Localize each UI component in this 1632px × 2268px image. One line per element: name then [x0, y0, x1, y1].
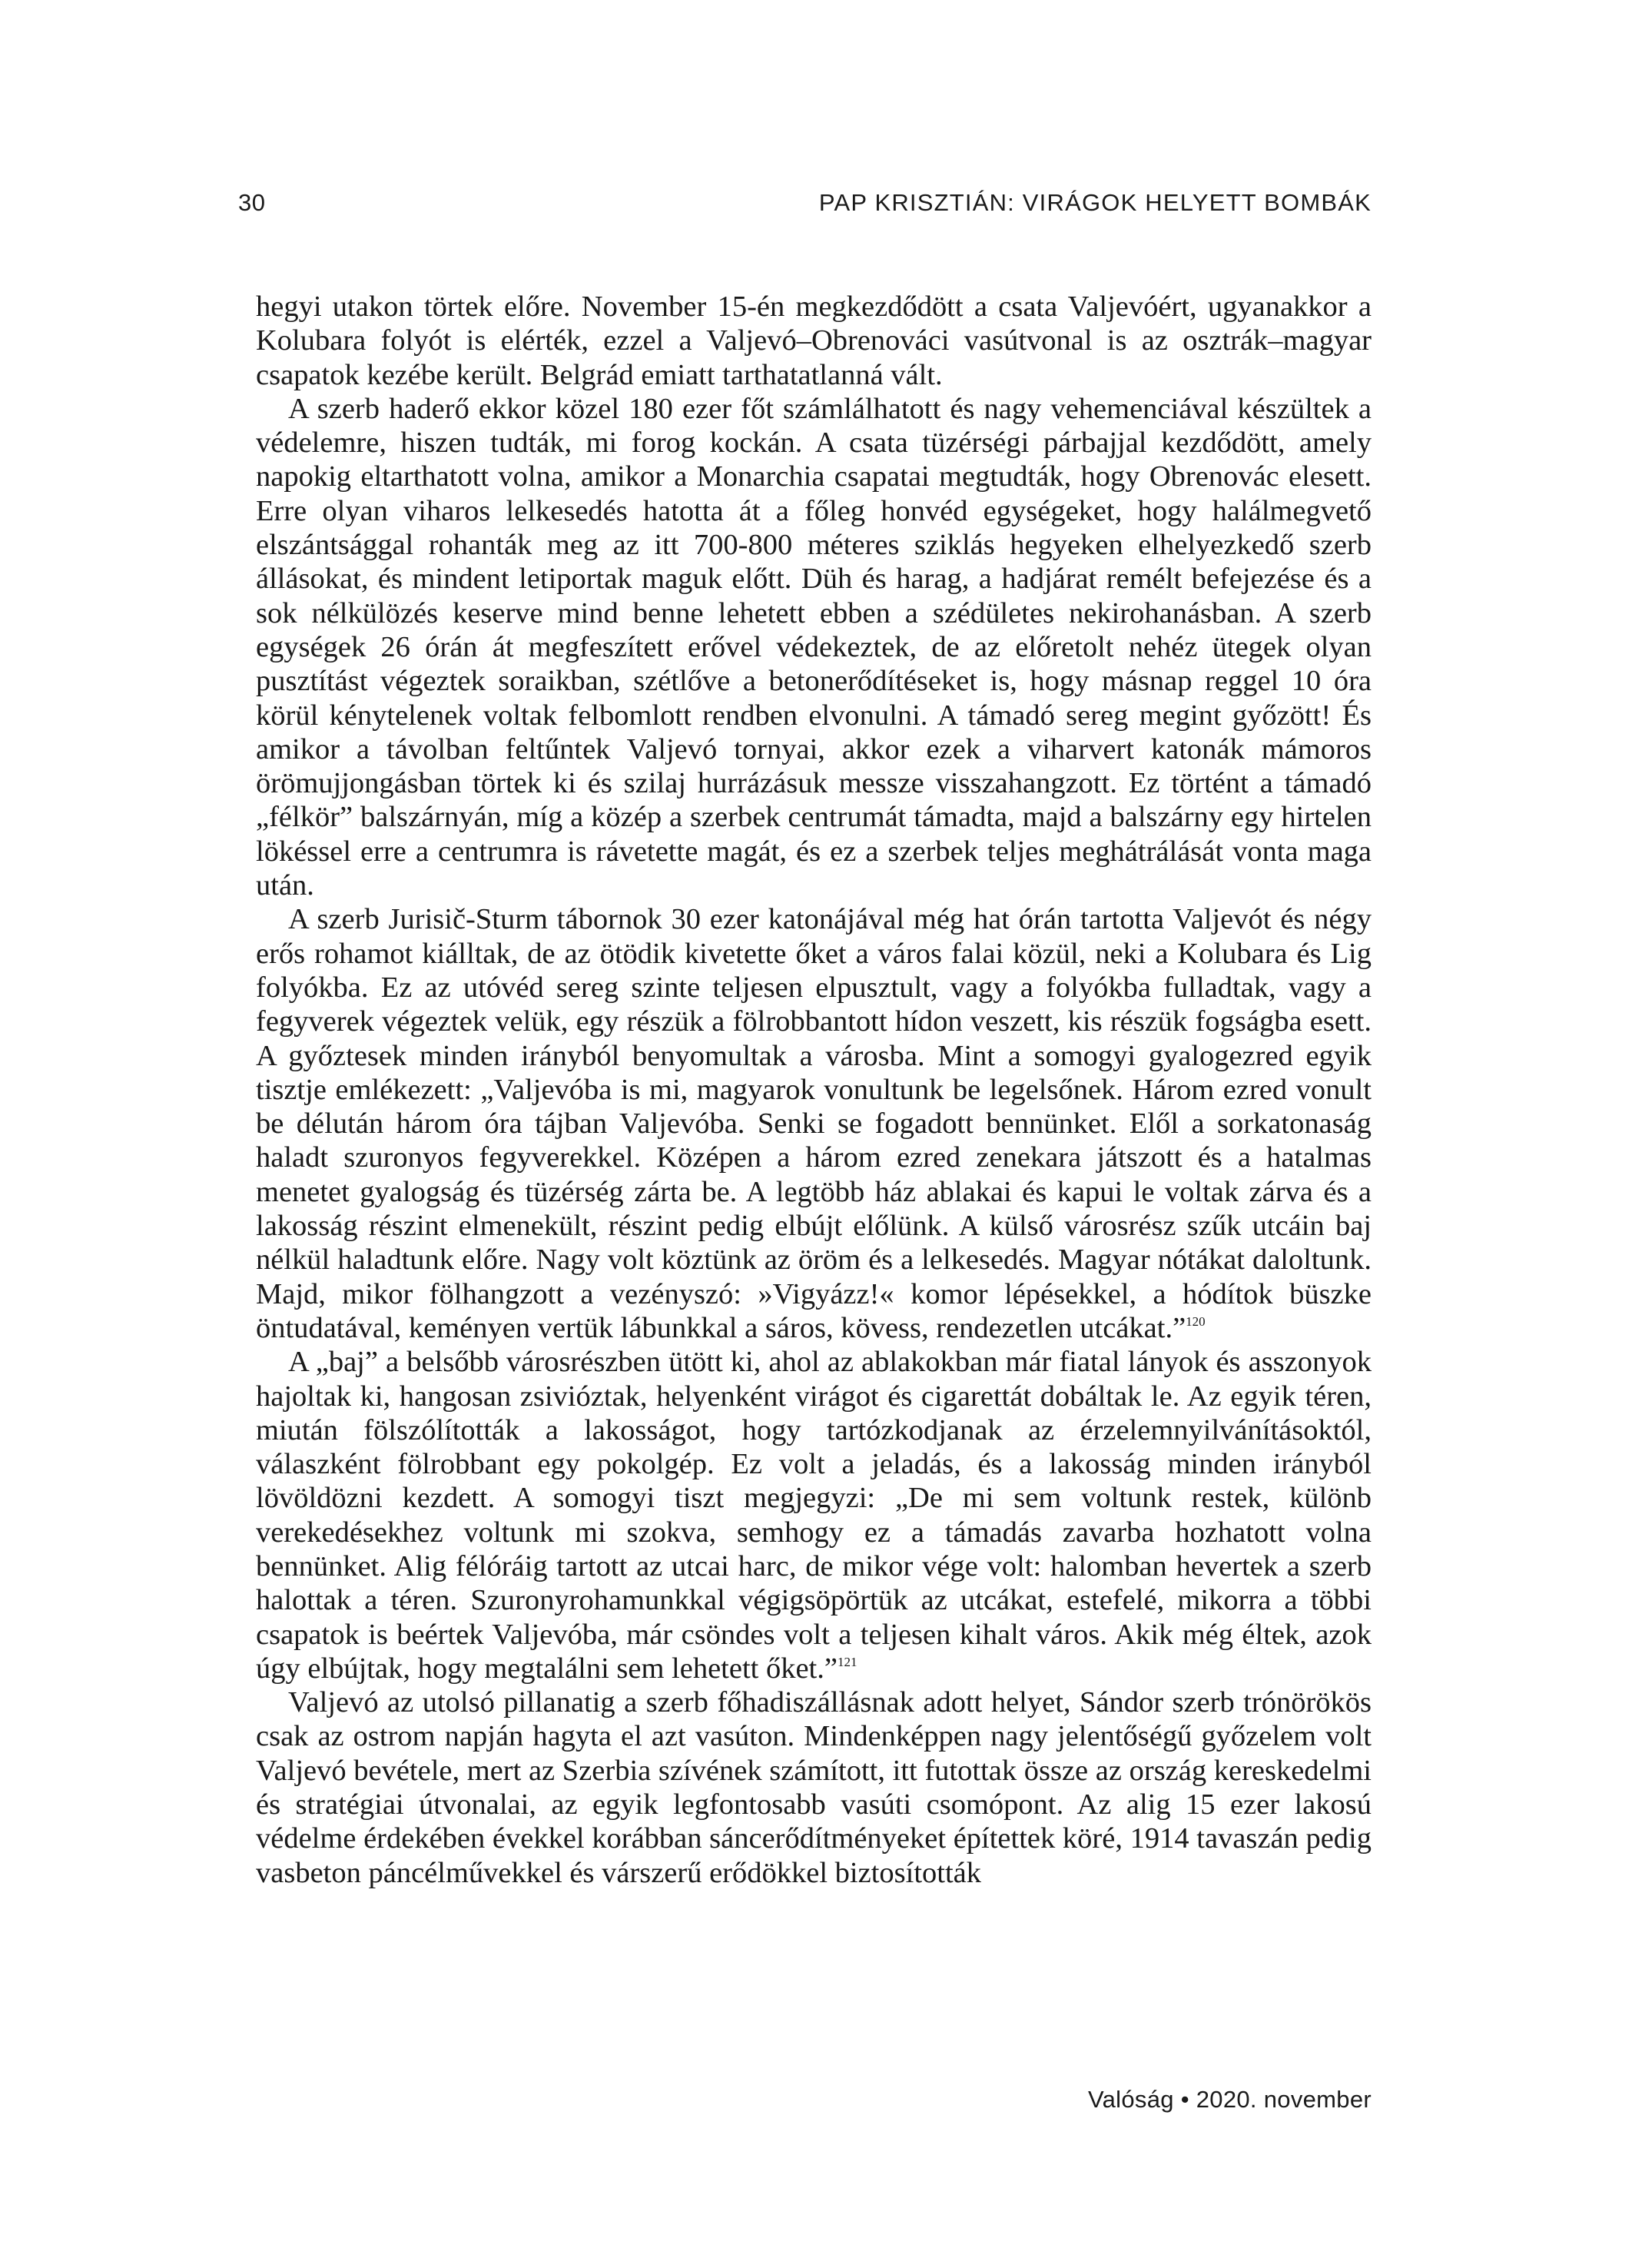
- paragraph-text: A szerb Jurisič-Sturm tábornok 30 ezer katonájával még hat órán tartotta Valjevót és négy erős rohamot kiálltak, de az ötödik kivetette őket a város falai közül, neki a Kolubara és Lig folyókba. Ez az utóvéd sereg szinte teljesen elpusztult, vagy a folyókba fulladtak, vagy a fegyverek végeztek velük, egy részük a fölrobbantott hídon veszett, kis részük fogságba esett. A győztesek minden irányból benyomultak a városba. Mint a somogyi gyalogezred egyik tisztje emlékezett: „Valjevóba is mi, magyarok vonultunk be legelsőnek. Három ezred vonult be délután három óra tájban Valjevóba. Senki se fogadott bennünket. Elől a sorkatonaság haladt szuronyos fegyverekkel. Középen a három ezred zenekara játszott és a hatalmas menetet gyalogság és tüzérség zárta be. A legtöbb ház ablakai és kapui le voltak zárva és a lakosság részint elmenekült, részint pedig elbújt előlünk. A külső városrész szűk utcáin baj nélkül haladtunk előre. Nagy volt köztünk az öröm és a lelkesedés. Magyar nótákat daloltunk. Majd, mikor fölhangzott a vezényszó: »Vigyázz!« komor lépésekkel, a hódítok büszke öntudatával, keményen vertük lábunkkal a sáros, kövess, rendezetlen utcákat.”: [256, 903, 1372, 1344]
- paragraph-2: [256, 392, 1372, 902]
- running-title: PAP KRISZTIÁN: VIRÁGOK HELYETT BOMBÁK: [818, 189, 1372, 216]
- paragraph-text: A „baj” a belsőbb városrészben ütött ki, ahol az ablakokban már fiatal lányok és asszonyok hajoltak ki, hangosan zsivióztak, helyenként virágot és cigarettát dobáltak le. Az egyik téren, miután fölszólították a lakosságot, hogy tartózkodjanak az érzelemnyilvánításoktól, válaszként fölrobbant egy pokolgép. Ez volt a jeladás, és a lakosság minden irányból lövöldözni kezdett. A somogyi tiszt megjegyzi: „De mi sem voltunk restek, különb verekedésekhez voltunk mi szokva, semhogy ez a támadás zavarba hozhatott volna bennünket. Alig félóráig tartott az utcai harc, de mikor vége volt: halomban hevertek a szerb halottak a téren. Szuronyrohamunkkal végigsöpörtük az utcákat, estefelé, mikorra a többi csapatok is beértek Valjevóba, már csöndes volt a teljesen kihalt város. Akik még éltek, azok úgy elbújtak, hogy megtalálni sem lehetett őket.”: [256, 1346, 1372, 1685]
- paragraph-text: hegyi utakon törtek előre. November 15-én megkezdődött a csata Valjevóért, ugyanakkor a Kolubara folyót is elérték, ezzel a Valjevó–Obrenováci vasútvonal is az osztrák–magyar csapatok kezébe került. Belgrád emiatt tarthatatlanná vált.: [256, 291, 1372, 391]
- paragraph-4: [256, 1345, 1372, 1685]
- footnote-marker: 121: [837, 1654, 857, 1669]
- paragraph-text: Valjevó az utolsó pillanatig a szerb főhadiszállásnak adott helyet, Sándor szerb trónörökös csak az ostrom napján hagyta el azt vasúton. Mindenképpen nagy jelentőségű győzelem volt Valjevó bevétele, mert az Szerbia szívének számított, itt futottak össze az ország kereskedelmi és stratégiai útvonalai, az egyik legfontosabb vasúti csomópont. Az alig 15 ezer lakosú védelme érdekében évekkel korábban sáncerődítményeket építettek köré, 1914 tavaszán pedig vasbeton páncélművekkel és várszerű erődökkel biztosították: [256, 1686, 1372, 1889]
- paragraph-1: [256, 290, 1372, 392]
- footnote-marker: 120: [1186, 1313, 1206, 1329]
- paragraph-text: A szerb haderő ekkor közel 180 ezer főt számlálhatott és nagy vehemenciával készültek a védelemre, hiszen tudták, mi forog kockán. A csata tüzérségi párbajjal kezdődött, amely napokig eltarthatott volna, amikor a Monarchia csapatai megtudták, hogy Obrenovác elesett. Erre olyan viharos lelkesedés hatotta át a főleg honvéd egységeket, hogy halálmegvető elszántsággal rohanták meg az itt 700-800 méteres sziklás hegyeken elhelyezkedő szerb állásokat, és mindent letiportak maguk előtt. Düh és harag, a hadjárat remélt befejezése és a sok nélkülözés keserve mind benne lehetett ebben a szédületes nekirohanásban. A szerb egységek 26 órán át megfeszített erővel védekeztek, de az előretolt nehéz ütegek olyan pusztítást végeztek soraikban, szétlőve a betonerődítéseket is, hogy másnap reggel 10 óra körül kénytelenek voltak felbomlott rendben elvonulni. A támadó sereg megint győzött! És amikor a távolban feltűntek Valjevó tornyai, akkor ezek a viharvert katonák mámoros örömujjongásban törtek ki és szilaj hurrázásuk messze visszahangzott. Ez történt a támadó „félkör” balszárnyán, míg a közép a szerbek centrumát támadta, majd a balszárny egy hirtelen lökéssel erre a centrumra is rávetette magát, és ez a szerbek teljes meghátrálását vonta maga után.: [256, 392, 1372, 902]
- publication-footer: Valóság • 2020. november: [1087, 2086, 1372, 2113]
- page-number: 30: [238, 189, 266, 216]
- paragraph-3: [256, 902, 1372, 1345]
- article-body: [256, 290, 1372, 1890]
- paragraph-5: [256, 1685, 1372, 1890]
